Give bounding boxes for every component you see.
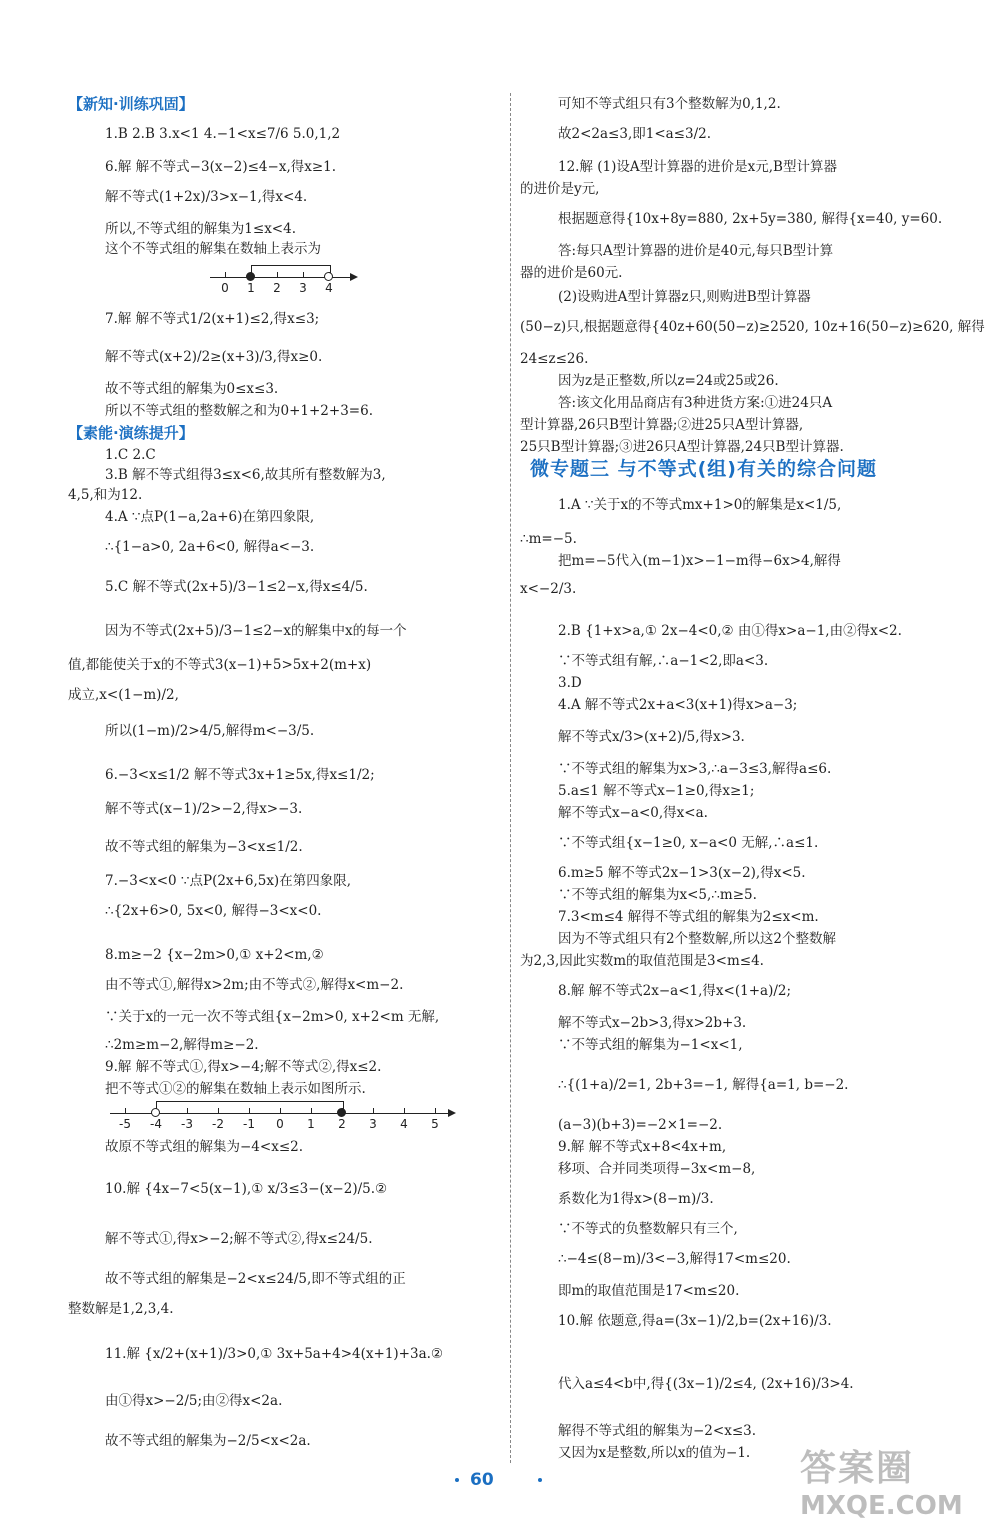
text-line: 12.解 (1)设A型计算器的进价是x元,B型计算器 xyxy=(558,159,837,175)
tick-label: -5 xyxy=(119,1117,131,1131)
text-line: 解不等式x/3>(x+2)/5,得x>3. xyxy=(558,729,745,745)
solution-interval xyxy=(156,1101,344,1114)
tick-mark xyxy=(125,1108,126,1114)
text-line: 这个不等式组的解集在数轴上表示为 xyxy=(105,241,321,257)
text-line: 把不等式①②的解集在数轴上表示如图所示. xyxy=(105,1081,366,1097)
tick-label: 1 xyxy=(247,281,255,295)
text-line: 又因为x是整数,所以x的值为−1. xyxy=(558,1445,751,1461)
text-line: 因为不等式组只有2个整数解,所以这2个整数解 xyxy=(558,931,836,947)
text-line: 故不等式组的解集为−3<x≤1/2. xyxy=(105,839,303,855)
text-line: 由①得x>−2/5;由②得x<2a. xyxy=(105,1393,283,1409)
text-line: 代入a≤4<b中,得{(3x−1)/2≤4, (2x+16)/3>4. xyxy=(558,1376,854,1392)
text-line: 可知不等式组只有3个整数解为0,1,2. xyxy=(558,96,781,112)
text-line: 因为不等式(2x+5)/3−1≤2−x的解集中x的每一个 xyxy=(105,623,407,639)
text-line: 4.A ∵点P(1−a,2a+6)在第四象限, xyxy=(105,509,315,525)
number-line-2 xyxy=(110,1095,460,1135)
text-line: 24≤z≤26. xyxy=(520,351,589,367)
text-line: 25只B型计算器;③进26只A型计算器,24只B型计算器. xyxy=(520,439,844,455)
text-line: 故原不等式组的解集为−4<x≤2. xyxy=(105,1139,304,1155)
text-line: 11.解 {x/2+(x+1)/3>0,① 3x+5a+4>4(x+1)+3a.② xyxy=(105,1346,444,1362)
tick-label: 4 xyxy=(400,1117,408,1131)
text-line: 故不等式组的解集为0≤x≤3. xyxy=(105,381,279,397)
text-line: 值,都能使关于x的不等式3(x−1)+5>5x+2(m+x) xyxy=(68,657,372,673)
text-line: 故2<2a≤3,即1<a≤3/2. xyxy=(558,126,712,142)
tick-label: 5 xyxy=(431,1117,439,1131)
text-line: ∴−4≤(8−m)/3<−3,解得17<m≤20. xyxy=(558,1251,791,1267)
tick-mark xyxy=(373,1108,374,1114)
text-line: (2)设购进A型计算器z只,则购进B型计算器 xyxy=(558,289,811,305)
text-line: 5.C 解不等式(2x+5)/3−1≤2−x,得x≤4/5. xyxy=(105,579,368,595)
text-line: 3.D xyxy=(558,675,582,691)
text-line: (50−z)只,根据题意得{40z+60(50−z)≥2520, 10z+16(50−z)≥620, 解得 xyxy=(520,319,985,335)
text-line: ∵不等式组{x−1≥0, x−a<0 无解,∴a≤1. xyxy=(558,835,819,851)
tick-label: 0 xyxy=(276,1117,284,1131)
text-line: 6.−3<x≤1/2 解不等式3x+1≥5x,得x≤1/2; xyxy=(105,767,375,783)
closed-endpoint xyxy=(337,1108,346,1117)
page-dot-right xyxy=(538,1478,542,1482)
watermark-main: 答案圈 xyxy=(800,1448,915,1489)
text-line: 2.B {1+x>a,① 2x−4<0,② 由①得x>a−1,由②得x<2. xyxy=(558,623,902,639)
text-line: 解不等式x−2b>3,得x>2b+3. xyxy=(558,1015,747,1031)
text-line: ∵关于x的一元一次不等式组{x−2m>0, x+2<m 无解, xyxy=(105,1009,440,1025)
text-line: ∴{1−a>0, 2a+6<0, 解得a<−3. xyxy=(105,539,315,555)
text-line: 8.m≥−2 {x−2m>0,① x+2<m,② xyxy=(105,947,324,963)
text-line: 7.解 解不等式1/2(x+1)≤2,得x≤3; xyxy=(105,311,320,327)
text-line: 4.A 解不等式2x+a<3(x+1)得x>a−3; xyxy=(558,697,798,713)
tick-label: -3 xyxy=(181,1117,193,1131)
text-line: 成立,x<(1−m)/2, xyxy=(68,687,179,703)
column-divider xyxy=(510,93,511,1463)
text-line: 4,5,和为12. xyxy=(68,487,143,503)
text-line: 6.m≥5 解不等式2x−1>3(x−2),得x<5. xyxy=(558,865,806,881)
text-line: ∴m=−5. xyxy=(520,531,577,547)
text-line: 3.B 解不等式组得3≤x<6,故其所有整数解为3, xyxy=(105,467,386,483)
text-line: ∵不等式组的解集为x<5,∴m≥5. xyxy=(558,887,757,903)
text-line: 根据题意得{10x+8y=880, 2x+5y=380, 解得{x=40, y=60. xyxy=(558,211,943,227)
section-heading: 【新知·训练巩固】 xyxy=(68,95,194,113)
text-line: 解不等式x−a<0,得x<a. xyxy=(558,805,708,821)
text-line: 解不等式(x+2)/2≥(x+3)/3,得x≥0. xyxy=(105,349,323,365)
text-line: 解得不等式组的解集为−2<x≤3. xyxy=(558,1423,757,1439)
text-line: x<−2/3. xyxy=(520,581,577,597)
text-line: 移项、合并同类项得−3x<m−8, xyxy=(558,1161,756,1177)
text-line: ∴2m≥m−2,解得m≥−2. xyxy=(105,1037,259,1053)
solution-interval xyxy=(251,265,331,278)
text-line: 8.解 解不等式2x−a<1,得x<(1+a)/2; xyxy=(558,983,792,999)
text-line: 10.解 {4x−7<5(x−1),① x/3≤3−(x−2)/5.② xyxy=(105,1181,388,1197)
tick-mark xyxy=(435,1108,436,1114)
text-line: 所以(1−m)/2>4/5,解得m<−3/5. xyxy=(105,723,315,739)
text-line: 由不等式①,解得x>2m;由不等式②,解得x<m−2. xyxy=(105,977,404,993)
tick-label: 3 xyxy=(369,1117,377,1131)
page-number: 60 xyxy=(470,1470,494,1490)
text-line: ∵不等式组有解,∴a−1<2,即a<3. xyxy=(558,653,769,669)
text-line: 1.A ∵关于x的不等式mx+1>0的解集是x<1/5, xyxy=(558,497,842,513)
text-line: ∵不等式的负整数解只有三个, xyxy=(558,1221,738,1237)
section-heading: 微专题三 与不等式(组)有关的综合问题 xyxy=(530,458,877,480)
text-line: 系数化为1得x>(8−m)/3. xyxy=(558,1191,714,1207)
text-line: 所以不等式组的整数解之和为0+1+2+3=6. xyxy=(105,403,373,419)
text-line: ∴{(1+a)/2=1, 2b+3=−1, 解得{a=1, b=−2. xyxy=(558,1077,849,1093)
text-line: 6.解 解不等式−3(x−2)≤4−x,得x≥1. xyxy=(105,159,337,175)
text-line: 故不等式组的解集是−2<x≤24/5,即不等式组的正 xyxy=(105,1271,406,1287)
text-line: 9.解 解不等式x+8<4x+m, xyxy=(558,1139,727,1155)
text-line: 即m的取值范围是17<m≤20. xyxy=(558,1283,740,1299)
text-line: 解不等式(1+2x)/3>x−1,得x<4. xyxy=(105,189,308,205)
text-line: 器的进价是60元. xyxy=(520,265,623,281)
text-line: ∵不等式组的解集为x>3,∴a−3≤3,解得a≤6. xyxy=(558,761,832,777)
tick-label: -2 xyxy=(212,1117,224,1131)
text-line: 因为z是正整数,所以z=24或25或26. xyxy=(558,373,779,389)
open-endpoint xyxy=(151,1108,160,1117)
tick-label: 4 xyxy=(325,281,333,295)
section-heading: 【素能·演练提升】 xyxy=(68,424,194,442)
tick-label: 0 xyxy=(221,281,229,295)
tick-mark xyxy=(404,1108,405,1114)
watermark xyxy=(800,1440,963,1521)
number-line-1 xyxy=(210,265,360,305)
tick-label: 2 xyxy=(338,1117,346,1131)
text-line: 把m=−5代入(m−1)x>−1−m得−6x>4,解得 xyxy=(558,553,841,569)
text-line: 10.解 依题意,得a=(3x−1)/2,b=(2x+16)/3. xyxy=(558,1313,832,1329)
text-line: 答:该文化用品商店有3种进货方案:①进24只A xyxy=(558,395,833,411)
text-line: 解不等式①,得x>−2;解不等式②,得x≤24/5. xyxy=(105,1231,373,1247)
open-endpoint xyxy=(324,272,333,281)
text-line: 9.解 解不等式①,得x>−4;解不等式②,得x≤2. xyxy=(105,1059,382,1075)
text-line: 型计算器,26只B型计算器;②进25只A型计算器, xyxy=(520,417,804,433)
page-dot-left xyxy=(455,1478,459,1482)
tick-label: -1 xyxy=(243,1117,255,1131)
text-line: 整数解是1,2,3,4. xyxy=(68,1301,174,1317)
tick-label: -4 xyxy=(150,1117,162,1131)
text-line: 故不等式组的解集为−2/5<x<2a. xyxy=(105,1433,311,1449)
closed-endpoint xyxy=(246,272,255,281)
text-line: 1.B 2.B 3.x<1 4.−1<x≤7/6 5.0,1,2 xyxy=(105,126,341,142)
text-line: 1.C 2.C xyxy=(105,447,156,463)
text-line: 所以,不等式组的解集为1≤x<4. xyxy=(105,221,296,237)
tick-label: 1 xyxy=(307,1117,315,1131)
tick-mark xyxy=(225,272,226,278)
text-line: 的进价是y元, xyxy=(520,181,600,197)
text-line: 7.−3<x<0 ∵点P(2x+6,5x)在第四象限, xyxy=(105,873,351,889)
text-line: 7.3<m≤4 解得不等式组的解集为2≤x<m. xyxy=(558,909,819,925)
text-line: ∵不等式组的解集为−1<x<1, xyxy=(558,1037,743,1053)
tick-label: 2 xyxy=(273,281,281,295)
text-line: ∴{2x+6>0, 5x<0, 解得−3<x<0. xyxy=(105,903,322,919)
text-line: 解不等式(x−1)/2>−2,得x>−3. xyxy=(105,801,303,817)
text-line: (a−3)(b+3)=−2×1=−2. xyxy=(558,1117,723,1133)
watermark-sub: MXQE.COM xyxy=(800,1491,963,1521)
tick-label: 3 xyxy=(299,281,307,295)
text-line: 答:每只A型计算器的进价是40元,每只B型计算 xyxy=(558,243,834,259)
text-line: 为2,3,因此实数m的取值范围是3<m≤4. xyxy=(520,953,764,969)
text-line: 5.a≤1 解不等式x−1≥0,得x≥1; xyxy=(558,783,755,799)
